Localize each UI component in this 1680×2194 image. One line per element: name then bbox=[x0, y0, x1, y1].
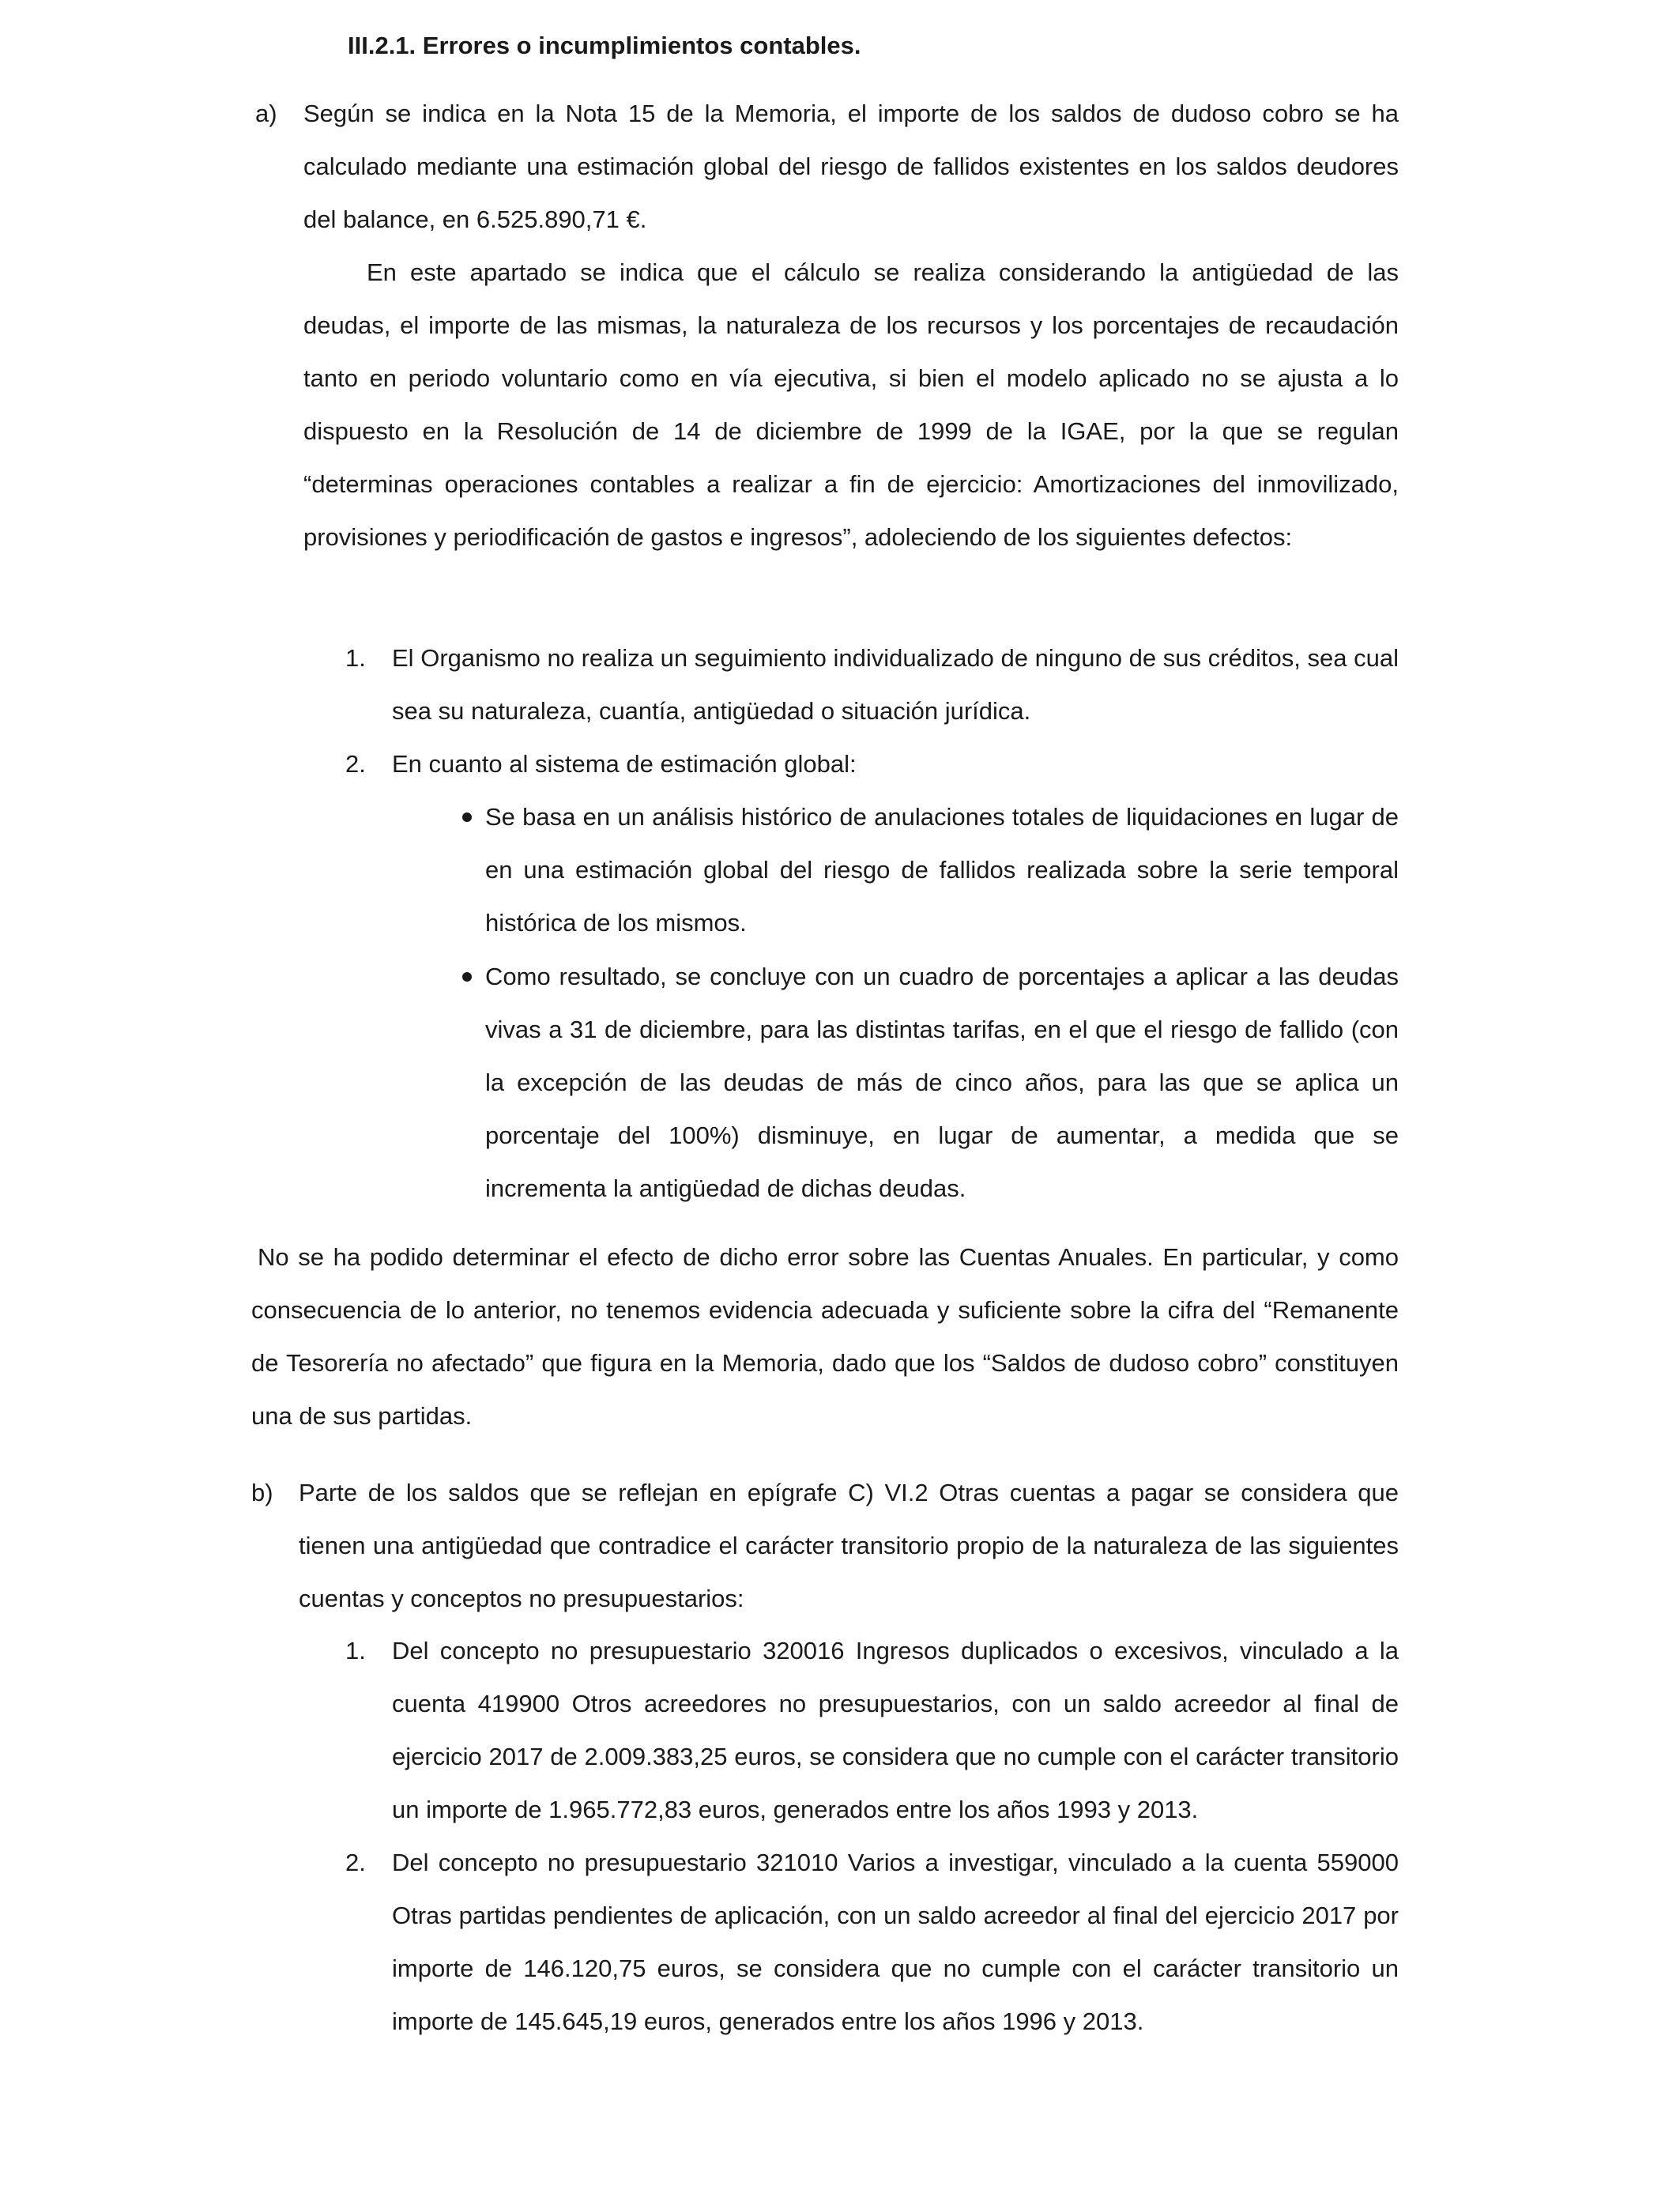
conclusion-paragraph: No se ha podido determinar el efecto de dicho error sobre las Cuentas Anuales. En particular, y como consecuencia de lo anterior, no tenemos evidencia adecuada y suficiente sobre la cifra del “Remanente de Tesorería no afectado” que figura en la Memoria, dado que los “Saldos de dudoso cobro” constituyen una de sus partidas. bbox=[251, 1243, 1399, 1430]
bullet-dot-icon bbox=[462, 812, 472, 822]
item-b-list-marker-1: 1. bbox=[345, 1637, 366, 1664]
item-b-list-marker-2: 2. bbox=[345, 1849, 366, 1876]
bullet-item-2: Como resultado, se concluye con un cuadro de porcentajes a aplicar a las deudas vivas a 31 de diciembre, para las distintas tarifas, en el que el riesgo de fallido (con la excepción de las deudas de más de cinco años, para las que se aplica un porcentaje del 100%) disminuye, en lugar de aumentar, a medida que se incrementa la antigüedad de dichas deudas. bbox=[485, 963, 1399, 1202]
item-a-list-marker-2: 2. bbox=[345, 750, 366, 778]
item-b-list-text-1: Del concepto no presupuestario 320016 Ingresos duplicados o excesivos, vinculado a la cuenta 419900 Otros acreedores no presupuestarios, con un saldo acreedor al final de ejercicio 2017 de 2.009.383,25 euros, se considera que no cumple con el carácter transitorio un importe de 1.965.772,83 euros, generados entre los años 1993 y 2013. bbox=[392, 1637, 1399, 1823]
item-a-list-text-2: En cuanto al sistema de estimación global: bbox=[392, 750, 857, 778]
item-b-list-text-2: Del concepto no presupuestario 321010 Varios a investigar, vinculado a la cuenta 559000 Otras partidas pendientes de aplicación, con un saldo acreedor al final del ejercicio 2017 por importe de 146.120,75 euros, se considera que no cumple con el carácter transitorio un importe de 145.645,19 euros, generados entre los años 1996 y 2013. bbox=[392, 1849, 1399, 2035]
item-a-marker: a) bbox=[255, 100, 277, 127]
item-a-list-text-1: El Organismo no realiza un seguimiento individualizado de ninguno de sus créditos, sea cual sea su naturaleza, cuantía, antigüedad o situación jurídica. bbox=[392, 644, 1399, 725]
item-a-list-marker-1: 1. bbox=[345, 644, 366, 672]
item-b-paragraph: Parte de los saldos que se reflejan en epígrafe C) VI.2 Otras cuentas a pagar se considera que tienen una antigüedad que contradice el carácter transitorio propio de la naturaleza de las siguientes cuentas y conceptos no presupuestarios: bbox=[299, 1479, 1399, 1612]
bullet-dot-icon bbox=[462, 972, 472, 982]
section-title: III.2.1. Errores o incumplimientos contables. bbox=[348, 32, 861, 59]
bullet-item-1: Se basa en un análisis histórico de anulaciones totales de liquidaciones en lugar de en una estimación global del riesgo de fallidos realizada sobre la serie temporal histórica de los mismos. bbox=[485, 803, 1399, 937]
item-a-text bbox=[303, 87, 1399, 564]
item-a-paragraph-2: En este apartado se indica que el cálculo se realiza considerando la antigüedad de las deudas, el importe de las mismas, la naturaleza de los recursos y los porcentajes de recaudación tanto en periodo voluntario como en vía ejecutiva, si bien el modelo aplicado no se ajusta a lo dispuesto en la Resolución de 14 de diciembre de 1999 de la IGAE, por la que se regulan “determinas operaciones contables a realizar a fin de ejercicio: Amortizaciones del inmovilizado, provisiones y periodificación de gastos e ingresos”, adoleciendo de los siguientes defectos: bbox=[303, 258, 1399, 551]
item-a-paragraph-1: Según se indica en la Nota 15 de la Memoria, el importe de los saldos de dudoso cobro se ha calculado mediante una estimación global del riesgo de fallidos existentes en los saldos deudores del balance, en 6.525.890,71 €. bbox=[303, 100, 1399, 233]
item-b-marker: b) bbox=[251, 1479, 273, 1506]
